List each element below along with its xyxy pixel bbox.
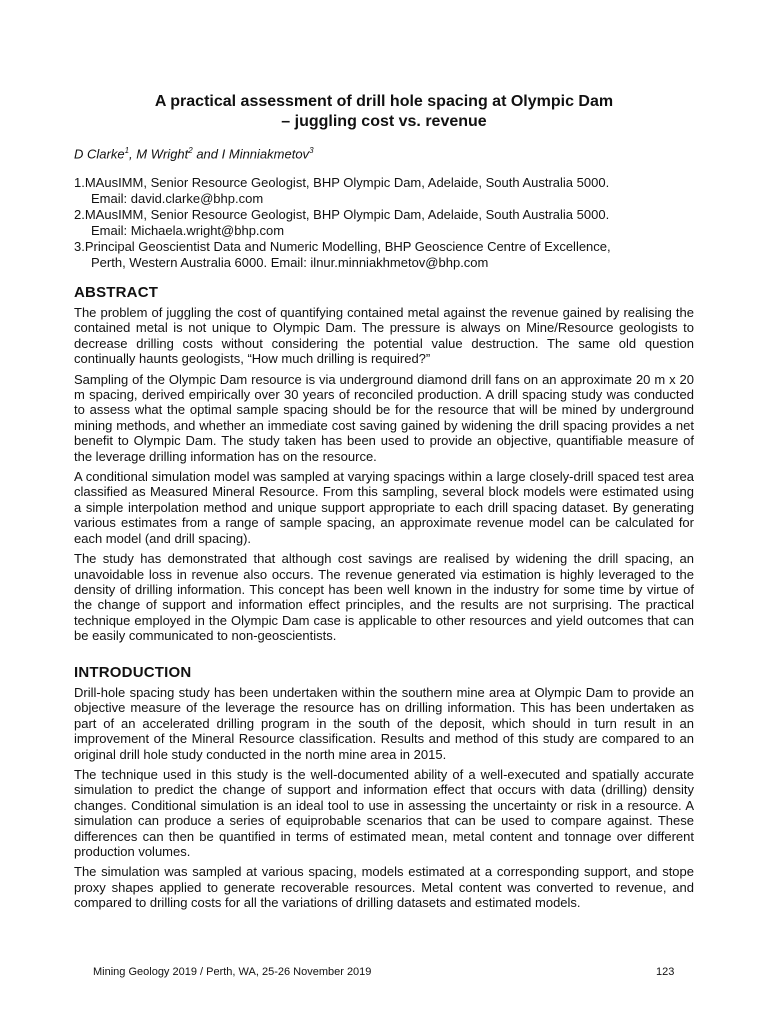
author-name: M Wright [136,146,189,162]
introduction-paragraph: The technique used in this study is the well-documented ability of a well-executed and spatially accurate simulation to predict the change of support and information effect that occurs with data (drilling) density changes. Conditional simulation is an ideal tool to use in assessing the uncertainty or risk in a resource. A simulation can produce a series of equiprobable scenarios that can be used to compare against. These differences can then be quantified in terms of estimated mean, metal content and tonnage over different production volumes. [74,767,694,860]
affiliation-email: Email: david.clarke@bhp.com [91,191,264,206]
author-affil-marker: 1 [124,146,130,155]
footer-conference: Mining Geology 2019 / Perth, WA, 25-26 November 2019 [93,966,372,978]
page-number: 123 [656,966,675,978]
affiliation-email: Perth, Western Australia 6000. Email: ilnur.minniakhmetov@bhp.com [91,255,489,270]
abstract-paragraph: A conditional simulation model was sampled at varying spacings within a large closely-drill spaced test area classified as Measured Mineral Resource. From this sampling, several block models were estimated using a simple interpolation method and unique support appropriate to each drill spacing dataset. By generating various estimates from a range of sample spacing, an approximate revenue model can be calculated for each model (and drill spacing). [74,469,694,546]
paper-title [74,92,694,132]
author-separator: , [129,146,137,162]
introduction-body [74,685,694,916]
introduction-paragraph: Drill-hole spacing study has been undertaken within the southern mine area at Olympic Dam to provide an objective measure of the leverage the resource has on drilling information. This has been undertaken as part of an accelerated drilling program in the south of the deposit, which should in turn result in an improvement of the Mineral Resource classification. Results and method of this study are compared to an original drill hole study conducted in the north mine area in 2015. [74,685,694,762]
author-affil-marker: 3 [309,146,314,155]
affiliation-line: 3.Principal Geoscientist Data and Numeric Modelling, BHP Geoscience Centre of Excellence, [74,239,611,254]
affiliation-email: Email: Michaela.wright@bhp.com [91,223,285,238]
abstract-paragraph: The study has demonstrated that although cost savings are realised by widening the drill spacing, an unavoidable loss in revenue also occurs. The revenue generated via estimation is highly leveraged to the density of drilling information. This concept has been well known in the industry for some time by virtue of the change of support and information effect principles, and the results are not surprising. The practical technique employed in the Olympic Dam case is applicable to other resources and yield outcomes that can be easily communicated to non-geoscientists. [74,551,694,644]
abstract-paragraph: Sampling of the Olympic Dam resource is via underground diamond drill fans on an approximate 20 m x 20 m spacing, derived empirically over 30 years of reconciled production. A drill spacing study was conducted to assess what the optimal sample spacing should be for the resource that will be mined by underground mining methods, and whether an immediate cost saving gained by widening the drill spacing provides a net benefit to Olympic Dam. The study taken has been used to provide an objective, quantifiable measure of the leverage drilling information has on the resource. [74,371,694,464]
introduction-paragraph: The simulation was sampled at various spacing, models estimated at a corresponding support, and stope proxy shapes applied to generate recoverable resources. Metal content was converted to revenue, and compared to drilling costs for all the variations of drilling datasets and estimated models. [74,864,694,911]
abstract-paragraph: The problem of juggling the cost of quantifying contained metal against the revenue gained by realising the contained metal is not unique to Olympic Dam. The pressure is always on Mine/Resource geologists to decrease drilling costs without considering the potential value destruction. The same old question continually haunts geologists, “How much drilling is required?” [74,305,694,367]
title-line-1: A practical assessment of drill hole spacing at Olympic Dam [154,93,614,110]
author-list [74,146,314,161]
affiliation-line: 1.MAusIMM, Senior Resource Geologist, BHP Olympic Dam, Adelaide, South Australia 5000. [74,175,610,190]
author-separator: and [192,146,222,162]
affiliation-list [74,175,694,271]
author-name: D Clarke [74,146,125,162]
title-line-2: – juggling cost vs. revenue [281,113,487,130]
abstract-body [74,305,694,649]
introduction-heading: INTRODUCTION [74,664,192,681]
abstract-heading: ABSTRACT [74,284,159,301]
author-affil-marker: 2 [188,146,193,155]
author-name: I Minniakmetov [221,146,310,162]
affiliation-line: 2.MAusIMM, Senior Resource Geologist, BHP Olympic Dam, Adelaide, South Australia 5000. [74,207,610,222]
